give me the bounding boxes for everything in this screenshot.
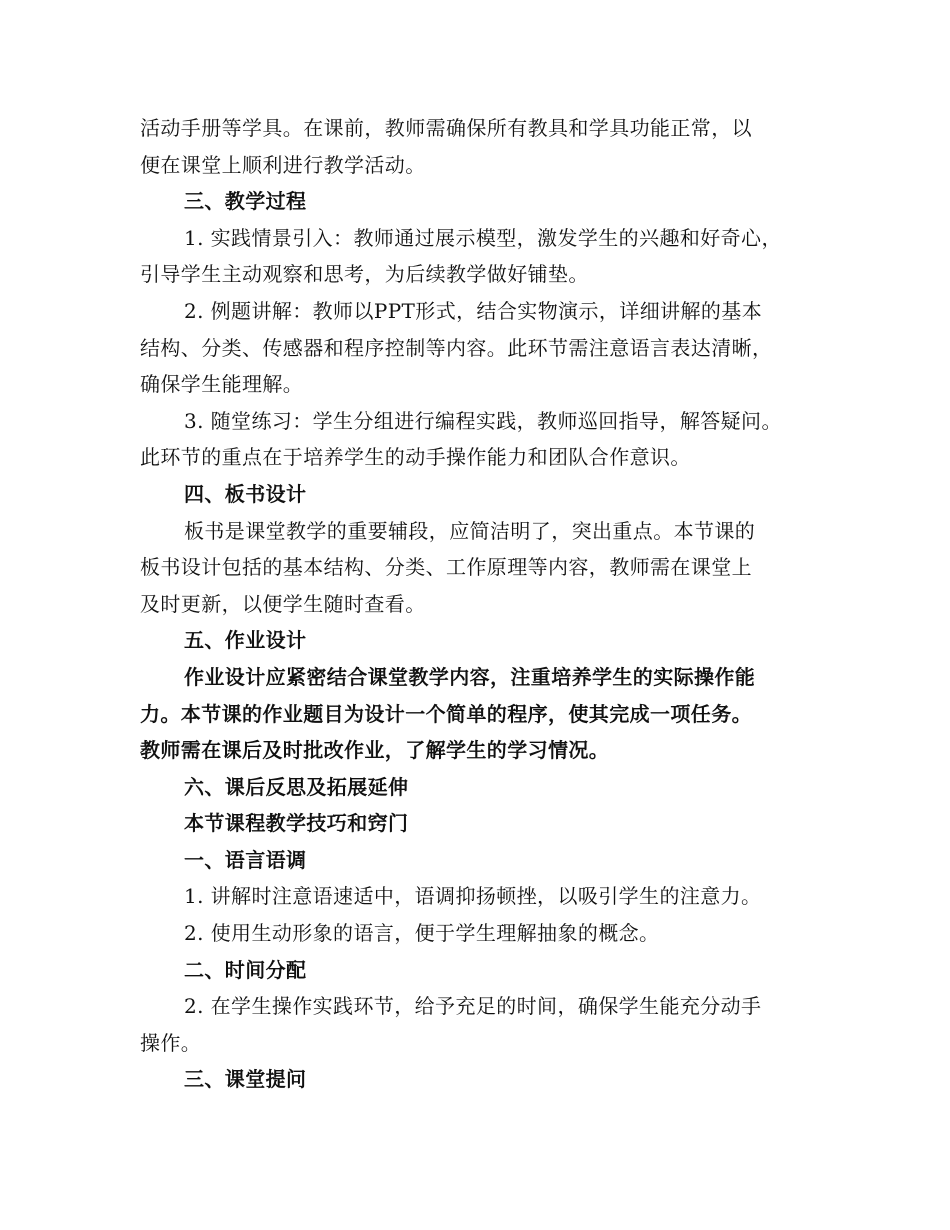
section-heading: 一、语言语调 (184, 847, 307, 872)
paragraph-line-bold: 作业设计应紧密结合课堂教学内容，注重培养学生的实际操作能 (184, 664, 756, 689)
section-heading: 六、课后反思及拓展延伸 (184, 774, 409, 799)
section-heading: 三、课堂提问 (184, 1067, 307, 1092)
paragraph-line-bold: 教师需在课后及时批改作业，了解学生的学习情况。 (140, 738, 610, 763)
list-item: 2. 例题讲解：教师以PPT形式，结合实物演示，详细讲解的基本 (184, 298, 763, 323)
list-item: 3. 随堂练习：学生分组进行编程实践，教师巡回指导，解答疑问。 (184, 408, 782, 433)
section-heading: 二、时间分配 (184, 957, 307, 982)
section-heading: 五、作业设计 (184, 628, 307, 653)
paragraph-line: 活动手册等学具。在课前，教师需确保所有教具和学具功能正常，以 (140, 116, 752, 140)
paragraph-line: 及时更新，以便学生随时查看。 (140, 591, 426, 616)
paragraph-line-bold: 力。本节课的作业题目为设计一个简单的程序，使其完成一项任务。 (140, 701, 752, 726)
paragraph-line: 板书是课堂教学的重要辅段，应简洁明了，突出重点。本节课的 (184, 518, 756, 543)
paragraph-line: 结构、分类、传感器和程序控制等内容。此环节需注意语言表达清晰， (140, 335, 773, 360)
document-body (140, 110, 830, 1098)
paragraph-line: 此环节的重点在于培养学生的动手操作能力和团队合作意识。 (140, 445, 691, 470)
paragraph-line: 引导学生主动观察和思考，为后续教学做好铺垫。 (140, 262, 589, 287)
list-item: 2. 使用生动形象的语言，便于学生理解抽象的概念。 (184, 921, 660, 946)
paragraph-line: 板书设计包括的基本结构、分类、工作原理等内容，教师需在课堂上 (140, 555, 752, 580)
paragraph-line: 便在课堂上顺利进行教学活动。 (140, 152, 426, 177)
section-heading: 三、教学过程 (184, 189, 307, 214)
list-item: 1. 讲解时注意语速适中，语调抑扬顿挫，以吸引学生的注意力。 (184, 884, 762, 909)
list-item: 2. 在学生操作实践环节，给予充足的时间，确保学生能充分动手 (184, 994, 762, 1019)
list-item: 1. 实践情景引入：教师通过展示模型，激发学生的兴趣和好奇心， (184, 225, 782, 250)
subtitle-heading: 本节课程教学技巧和窍门 (184, 811, 409, 836)
section-heading: 四、板书设计 (184, 481, 307, 506)
paragraph-line: 操作。 (140, 1030, 202, 1055)
paragraph-line: 确保学生能理解。 (140, 372, 304, 397)
